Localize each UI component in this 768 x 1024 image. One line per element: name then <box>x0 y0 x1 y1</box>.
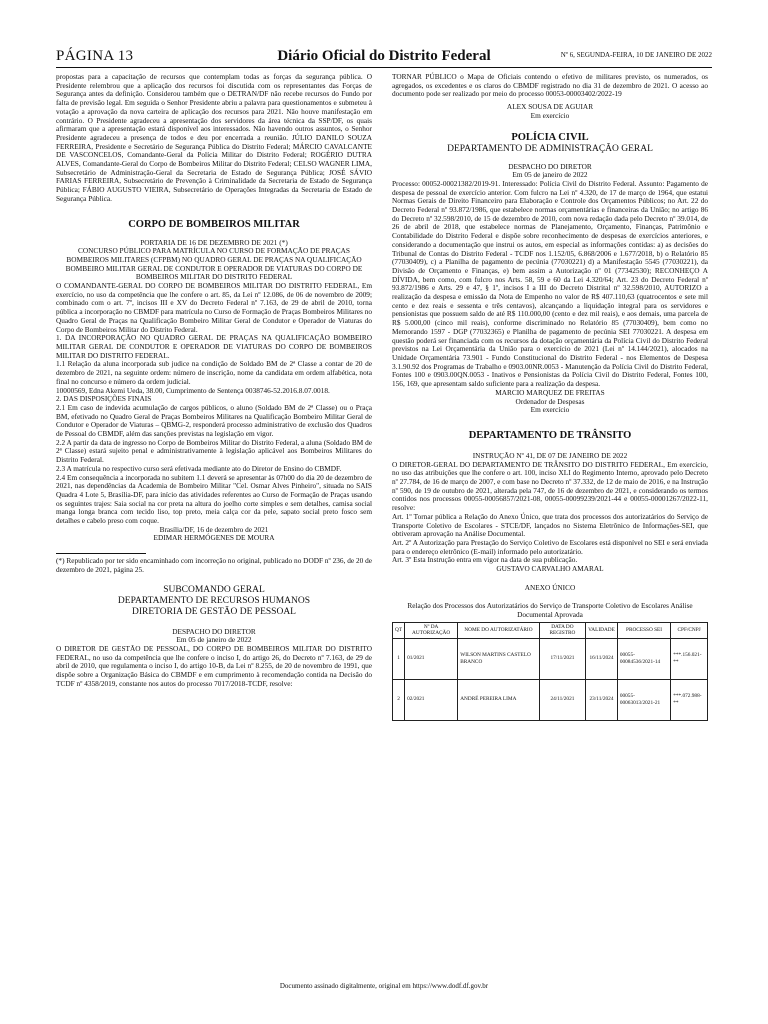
paragraph: Art. 2º A Autorização para Prestação do Serviço Coletivo de Escolares está disponível no SEI e será enviada para o endereço eletrônico (E-mail) informado pelo autorizatário. <box>392 537 708 556</box>
rh-department-title: DEPARTAMENTO DE RECURSOS HUMANOS <box>117 595 311 606</box>
table-cell: 2 <box>393 679 405 720</box>
policia-civil-title: POLÍCIA CIVIL <box>511 131 589 143</box>
table-cell: ***.156.021-** <box>671 638 708 679</box>
transito-section-title: DEPARTAMENTO DE TRÂNSITO <box>468 429 632 441</box>
despacho-title: DESPACHO DO DIRETOR <box>508 161 592 171</box>
paragraph: 2.4 Em consequência a incorporada no subitem 1.1 deverá se apresentar às 07h00 do dia 20 de dezembro de 2021, nas dependências da Academia de Bombeiro Militar "Cel. Osmar Alves Pinheiro", situada no SAIS Quadra 4 Lote 5, Brasília-DF, para início das atividades referentes ao Curso de Formação de Praças usando os seguintes trajes: Saia social na cor preta na altura do joelho corte simples e sem detalhes, camisa social manga longa branca com tecido liso, top preto, meia calça cor da pele, sapato social preto fosco sem detalhes e cabelo preso com coque. <box>56 472 372 526</box>
signer-name: MARCIO MARQUEZ DE FREITAS <box>495 387 605 397</box>
table-cell: ANDRÉ PEREIRA LIMA <box>458 679 539 720</box>
page-number: PÁGINA 13 <box>56 48 134 64</box>
paragraph: O COMANDANTE-GERAL DO CORPO DE BOMBEIROS MILITAR DO DISTRITO FEDERAL, Em exercício, no uso da competência que lhe confere o art. 85, da Lei nº 12.086, de 06 de novembro de 2009; combinado com o art. 7º, incisos III e XV do Decreto Federal nº 7.163, de 29 de abril de 2010, torna pública a incorporação no CBMDF para matrícula no Curso de Formação de Praças Bombeiros Militares no Quadro Geral de Praças na Qualificação Bombeiro Militar Geral de Condutor e Operador de Viaturas do Corpo de Bombeiros Militar do Distrito Federal. <box>56 281 372 334</box>
republication-note: (*) Republicado por ter sido encaminhado com incorreção no original, publicado no DODF nº 236, de 20 de dezembro de 2021, página 25. <box>56 556 372 574</box>
right-column <box>392 73 708 721</box>
table-cell: 1 <box>393 638 405 679</box>
column-header: Nº DA AUTORIZAÇÃO <box>405 622 458 638</box>
signer-name: GUSTAVO CARVALHO AMARAL <box>496 564 604 574</box>
column-header: VALIDADE <box>586 622 618 638</box>
paragraph: 2. DAS DISPOSIÇÕES FINAIS <box>56 394 152 404</box>
despacho-date: Em 05 de janeiro de 2022 <box>176 635 252 645</box>
subcomando-title: SUBCOMANDO GERAL <box>163 584 265 595</box>
signer-role: Em exercício <box>530 110 570 120</box>
paragraph: 1. DA INCORPORAÇÃO NO QUADRO GERAL DE PRAÇAS NA QUALIFICAÇÃO BOMBEIRO MILITAR GERAL DE CONDUTOR E OPERADOR DE VIATURAS DO CORPO DE BOMBEIROS MILITAR DO DISTRITO FEDERAL. <box>56 333 372 360</box>
page-footer: Documento assinado digitalmente, original em https://www.dodf.df.gov.br <box>279 982 489 990</box>
paragraph: 10000569, Edna Akemi Ueda, 38.00, Cumprimento de Sentença 0038746-52.2016.8.07.0018. <box>56 385 330 395</box>
paragraph: 2.1 Em caso de indevida acumulação de cargos públicos, o aluno (Soldado BM de 2ª Classe) ou o Praça BM, efetivado no Quadro Geral de Praças Bombeiros Militares na Qualificação Bombeiro Militar Geral de Condutor e Operador de Viaturas – QBMG-2, responderá processo administrativo de exclusão dos Quadros de Pessoal do CBMDF, além das sanções previstas na legislação em vigor. <box>56 402 372 439</box>
paragraph: Art. 1º Tornar pública a Relação do Anexo Único, que trata dos processos dos autorizatários do Serviço de Transporte Coletivo de Escolares - STCE/DF, lançados no Sistema Eletrônico de Informações-SEI, que obtiveram aprovação na Análise Documental. <box>392 511 708 539</box>
column-header: NOME DO AUTORIZATÁRIO <box>458 622 539 638</box>
paragraph: O DIRETOR-GERAL DO DEPARTAMENTO DE TRÂNSITO DO DISTRITO FEDERAL, Em exercício, no uso das atribuições que lhe confere o art. 100, inciso XLI do Regimento Interno, aprovado pelo Decreto nº 27.784, de 16 de março de 2007, e com base no Decreto nº 37.332, de 12 de maio de 2016, e na Instrução nº 590, de 19 de outubro de 2021, alterada pela 747, de 16 de dezembro de 2021, e considerando os termos contidos nos processos 00055-00056857/2021-08, 00055-00099239/2021-44 e 00055-00001267/2022-11, resolve: <box>392 459 708 513</box>
column-header: CPF/CNPJ <box>671 622 708 638</box>
table-cell: 17/11/2021 <box>539 638 586 679</box>
left-column <box>56 73 372 688</box>
instrucao-title: INSTRUÇÃO Nº 41, DE 07 DE JANEIRO DE 2022 <box>472 450 628 460</box>
page-header <box>56 48 712 68</box>
annex-title: ANEXO ÚNICO <box>524 582 576 592</box>
gestao-pessoal-title: DIRETORIA DE GESTÃO DE PESSOAL <box>132 606 296 617</box>
bombeiros-section-title: CORPO DE BOMBEIROS MILITAR <box>128 218 300 230</box>
journal-title: Diário Oficial do Distrito Federal <box>277 48 491 64</box>
paragraph: 2.3 A matrícula no respectivo curso será efetivada mediante ato do Diretor de Ensino do CBMDF. <box>56 463 342 473</box>
portaria-title: PORTARIA DE 16 DE DEZEMBRO DE 2021 (*) <box>140 237 288 247</box>
signer-name: ALEX SOUSA DE AGUIAR <box>506 102 594 112</box>
column-header: DATA DO REGISTRO <box>539 622 586 638</box>
table-cell: 02/2021 <box>405 679 458 720</box>
concurso-title: CONCURSO PÚBLICO PARA MATRÍCULA NO CURSO DE FORMAÇÃO DE PRAÇAS BOMBEIROS MILITARES (CFPBM) NO QUADRO GERAL DE PRAÇAS NA QUALIFICAÇÃO BOMBEIRO MILITAR GERAL DE CONDUTOR E OPERADOR DE VIATURAS DO CORPO DE BOMBEIROS MILITAR DO DISTRITO FEDERAL <box>65 246 363 282</box>
despacho-title: DESPACHO DO DIRETOR <box>172 626 256 636</box>
despacho-date: Em 05 de janeiro de 2022 <box>512 170 588 180</box>
mapa-oficiais-text: TORNAR PÚBLICO o Mapa de Oficiais contendo o efetivo de militares previsto, os numerados, os agregados, os excedentes e os claros do CBMDF registrado no dia 31 de dezembro de 2021. O acesso ao documento pode ser realizado por meio do processo 00053-00003402/2022-19 <box>392 72 708 99</box>
edition-info: Nº 6, SEGUNDA-FEIRA, 10 DE JANEIRO DE 2022 <box>560 51 712 59</box>
table-cell: 16/11/2024 <box>586 638 618 679</box>
table-cell: WILSON MARTINS CASTELO BRANCO <box>458 638 539 679</box>
signature-date: Brasília/DF, 16 de dezembro de 2021 <box>159 524 269 534</box>
table-header-row <box>393 622 708 638</box>
paragraph: 1.1 Relação da aluna incorporada sub judice na condição de Soldado BM de 2ª Classe a contar de 20 de dezembro de 2021, na seguinte ordem: número de inscrição, nome da candidata em ordem alfabética, nota final no concurso e número da ordem judicial. <box>56 359 372 386</box>
table-cell: 01/2021 <box>405 638 458 679</box>
column-header: PROCESSO SEI <box>617 622 670 638</box>
header-rule <box>56 67 712 68</box>
paragraph: Processo: 00052-00021382/2019-91. Interessado: Polícia Civil do Distrito Federal. Assunto: Pagamento de despesa de pessoal de exercício anterior. Com fulcro na Lei nº 4.320, de 17 de março de 1964, que estatui Normas Gerais de Direito Financeiro para Elaboração e Controle dos Orçamentos Públicos; no Art. 22 do Decreto Federal nº 93.872/1986, que estabelece normas orçamentárias e financeiras da União; no artigo 86 do Decreto nº 32.598/2010, de 15 de dezembro de 2010, com nova redação dada pelo Decreto nº 39.014, de 26 de abril de 2018, que estabelece normas de Planejamento, Orçamento, Finanças, Patrimônio e Contabilidade do Distrito Federal e dispõe sobre reconhecimento de despesas de exercícios anteriores, e considerando a documentação que instrui os autos, em especial as informações contidas: a) as decisões do Tribunal de Contas do Distrito Federal - TCDF nos 1.152/05, 6.868/2006 e 1.677/2018, b) o Relatório 85 (77030409), c) a Planilha de pagamento de pecúnia (77030221) d) a Manifestação 5545 (77030221), da Divisão de Orçamento e Finanças, e) bem assim a Autorização nº 01 (77342530); RECONHEÇO A DÍVIDA, bem como, com fulcro nos Arts. 58, 59 e 60 da Lei 4.320/64; Art. 23 do Decreto Federal nº 93.872/1986 e Arts. 29 e 47, § 1º, incisos I a III do Decreto Distrital nº 32.598/2010, AUTORIZO a realização da despesa e emissão da Nota de Empenho no valor de R$ 407.110,63 (quatrocentos e sete mil cento e dez reais e sessenta e três centavos), alcançando a liquidação integral para os servidores e pensionistas que possuem saldo de até R$ 110.000,00 (cento e dez mil reais), e aos demais, uma parcela de R$ 5.000,00 (cinco mil reais), conforme discriminado no Relatório 85 (77030409), bem como no Memorando 1597 - DGP (77032365) e Planilha de pagamento de pecúnia SEI 77030221. A despesa em questão poderá ser financiada com os recursos da dotação orçamentária da Polícia Civil do Distrito Federal previstos na Lei Orçamentária da União para o exercício de 2021 (Lei nº 14.144/2021), alocados na Unidade Orçamentária 73.901 - Fundo Constitucional do Distrito Federal - nos Elementos de Despesa 3.1.90.92 dos Programas de Trabalho e 0903.00NR.0053 - Manutenção da Polícia Civil do Distrito Federal, Fontes 100 e 0903.00QN.0053 - Inativos e Pensionistas da Polícia Civil do Distrito Federal, Fontes 100, 156, 169, que apresentam saldo suficiente para a realização da despesa. <box>392 178 708 389</box>
table-cell: ***.072.988-** <box>671 679 708 720</box>
signer-role: Em exercício <box>530 405 570 415</box>
table-cell: 00055-00084536/2021-14 <box>617 638 670 679</box>
signer-role: Ordenador de Despesas <box>515 396 585 406</box>
admin-department-title: DEPARTAMENTO DE ADMINISTRAÇÃO GERAL <box>447 143 653 154</box>
table-caption: Relação dos Processos dos Autorizatários do Serviço de Transporte Coletivo de Escolares Análise Documental Aprovada <box>407 601 693 620</box>
meeting-minutes-text: propostas para a capacitação de recursos que contemplam todas as forças da segurança pública. O Presidente relembrou que a aplicação dos recursos foi discutida com os representantes das Forças de Segurança antes da definição. Considerou também que o DETRAN/DF não recebe recursos do Fundo por falta de previsão legal. Em seguida o Senhor Presidente abriu a palavra para questionamentos e submeteu à votação a aprovação da nova carteira de aplicação dos recursos para 2021. Não houve manifestação em contrário. O Presidente agradeceu a apresentação dos servidores da área técnica da SSP/DF, os quais afirmaram que a apresentação estará disponível aos interessados. Não havendo outros assuntos, o Senhor Presidente agradeceu a presença de todos e deu por encerrada a reunião. JÚLIO DANILO SOUZA FERREIRA, Presidente e Secretário de Segurança Pública do Distrito Federal; MÁRCIO CAVALCANTE DE VASCONCELOS, Comandante-Geral da Polícia Militar do Distrito Federal; ROGÉRIO DUTRA ALVES, Comandante-Geral do Corpo de Bombeiros Militar do Distrito Federal; CELSO WAGNER LIMA, Subsecretário de Administração-Geral da Secretaria de Estado de Segurança Pública; JOSÉ SÁVIO FARIAS FERREIRA, Subsecretário de Prevenção à Criminalidade da Secretaria de Estado de Segurança Pública; FÁBIO AUGUSTO VIEIRA, Subsecretário de Operações Integradas da Secretaria de Estado de Segurança Pública. <box>56 72 372 203</box>
process-table <box>392 622 708 721</box>
table-cell: 23/11/2024 <box>586 679 618 720</box>
paragraph: 2.2 A partir da data de ingresso no Corpo de Bombeiros Militar do Distrito Federal, a aluna (Soldado BM de 2ª Classe) estará sujeito penal e administrativamente à legislação aplicável aos Bombeiros Militares do Distrito Federal. <box>56 437 372 465</box>
table-row <box>393 679 708 720</box>
table-cell: 00055-00063013/2021-21 <box>617 679 670 720</box>
paragraph: Art. 3º Esta Instrução entra em vigor na data de sua publicação. <box>392 555 578 565</box>
signer-name: EDIMAR HERMÓGENES DE MOURA <box>153 533 275 543</box>
footnote-rule <box>56 553 146 554</box>
table-row <box>393 638 708 679</box>
paragraph: O DIRETOR DE GESTÃO DE PESSOAL, DO CORPO DE BOMBEIROS MILITAR DO DISTRITO FEDERAL, no uso da competência que lhe confere o inciso I, do artigo 26, do Decreto nº 7.163, de 29 de abril de 2010, que regulamenta o inciso I, do artigo 10-B, da Lei nº 8.255, de 20 de novembro de 1991, que dispõe sobre a Organização Básica do CBMDF e em cumprimento à recomendação contida na Decisão do TCDF nº 4358/2019, constante nos autos do processo 7017/2018-TCDF, resolve: <box>56 643 372 688</box>
table-cell: 24/11/2021 <box>539 679 586 720</box>
column-header: QT <box>393 622 405 638</box>
